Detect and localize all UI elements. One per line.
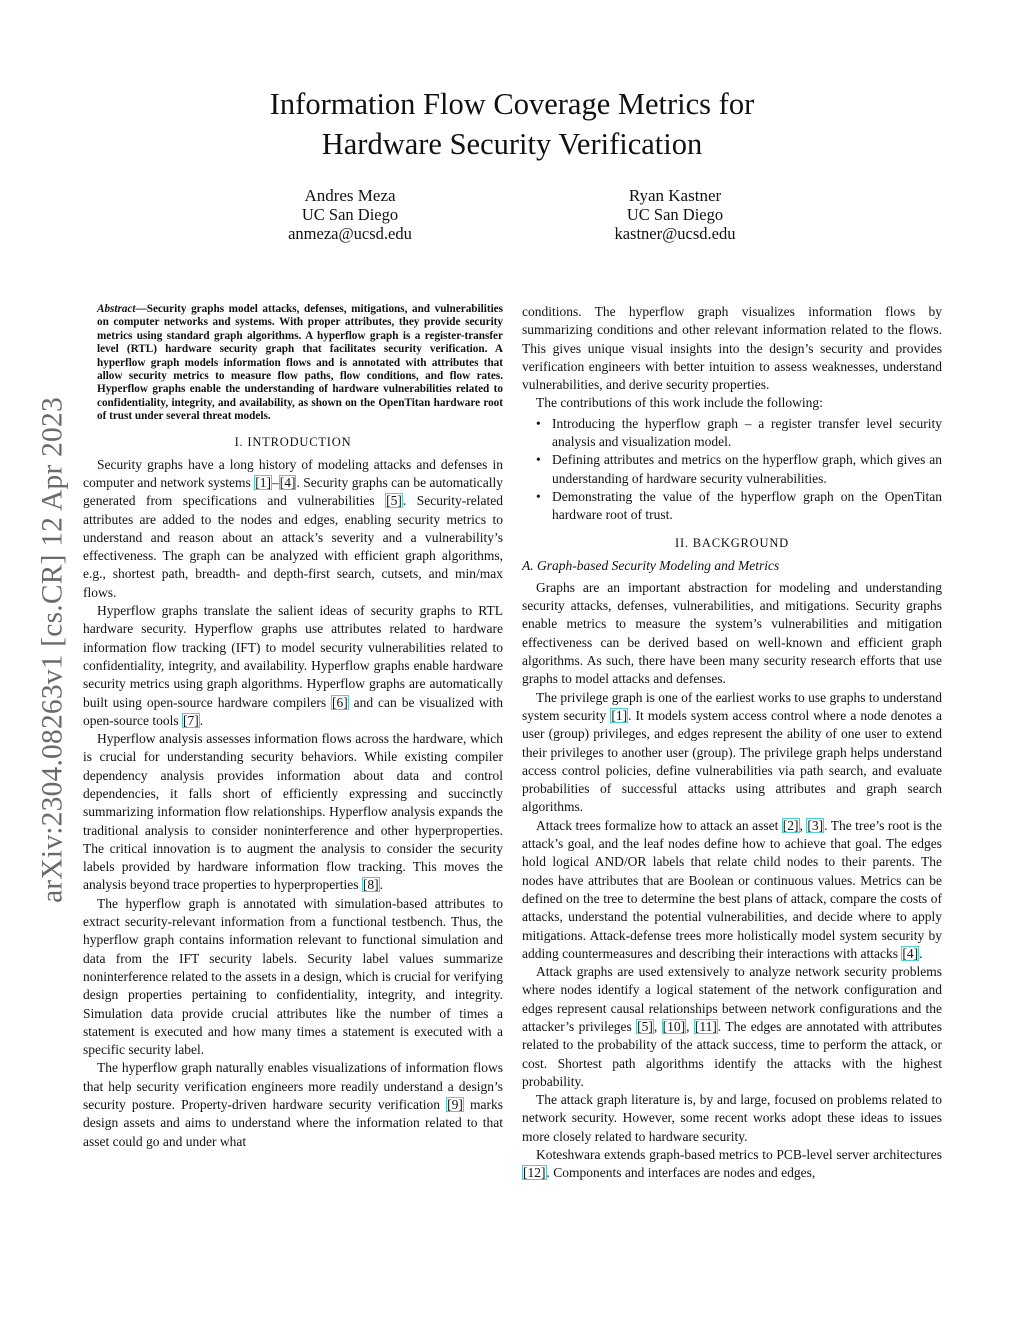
citation-link[interactable]: [4] — [902, 945, 919, 961]
citation-link[interactable]: [7] — [182, 712, 199, 728]
list-item: • Demonstrating the value of the hyperflow graph on the OpenTitan hardware root of trust. — [536, 488, 942, 523]
citation-link[interactable]: [2] — [782, 817, 799, 833]
author-block-1 — [200, 186, 500, 243]
arxiv-identifier: arXiv:2304.08263v1 [cs.CR] 12 Apr 2023 — [36, 397, 69, 903]
citation-link[interactable]: [8] — [362, 877, 379, 893]
paragraph: conditions. The hyperflow graph visualizes information flows by summarizing conditions and other relevant information related to the flows. This gives unique visual insights into the design’s security and provides verification engineers with better intuition to assess weaknesses, understand vulnerabilities, and derive security properties. — [522, 304, 942, 393]
citation-link[interactable]: [12] — [523, 1165, 546, 1181]
citation-link[interactable]: [9] — [447, 1097, 463, 1113]
author-block-2 — [525, 186, 825, 243]
title-line-1: Information Flow Coverage Metrics for — [269, 87, 755, 121]
left-column — [83, 303, 503, 1151]
abstract-label: Abstract — [97, 303, 136, 315]
author-email: anmeza@ucsd.edu — [288, 224, 412, 243]
paragraph: Hyperflow analysis assesses information flows across the hardware, which is crucial for understanding security behaviors. While existing compiler dependency analysis provides information about data and control dependencies, it falls short of efficiently expressing and succinctly summarizing information flow relationships. Hyperflow analysis expands the traditional analysis to consider noninterference and other hyperproperties. The critical innovation is to augment the analysis to consider the security labels provided by hardware information flow tracking. This moves the analysis beyond trace properties to hyperproperties [8]. — [83, 731, 503, 893]
author-affiliation: UC San Diego — [626, 205, 724, 224]
bullet-icon: • — [536, 488, 541, 504]
paragraph: Hyperflow graphs translate the salient ideas of security graphs to RTL hardware security. Hyperflow graphs use attributes related to hardware information flow tracking (IFT) to model security vulnerabilities related to confidentiality, integrity, and availability. Hyperflow graphs enable hardware security metrics using graph algorithms. Hyperflow graphs are automatically built using open-source hardware compilers [6] and can be visualized with open-source tools [7]. — [83, 603, 503, 728]
citation-link[interactable]: [5] — [637, 1018, 653, 1034]
paper-title — [150, 84, 874, 164]
paragraph: Security graphs have a long history of modeling attacks and defenses in computer and network systems [1]–[4]. Security graphs can be automatically generated from specifications and vulnerabilities [5]. Security-related attributes are added to the nodes and edges, enabling security metrics to understand and reason about an attack’s severity and a vulnerability’s effectiveness. The graph can be analyzed with efficient graph algorithms, e.g., shortest path, breadth- and depth-first search, cutsets, and min/max flows. — [83, 456, 503, 600]
author-affiliation: UC San Diego — [301, 205, 399, 224]
paragraph: The privilege graph is one of the earliest works to use graphs to understand system security [1]. It models system access control where a node denotes a user (group) privileges, and edges represent the ability of one user to extend their privileges to another user (group). The privilege graph helps understand access control policies, define vulnerabilities via path search, and evaluate probabilities of successful attacks using attributes and graph search algorithms. — [522, 689, 943, 815]
citation-link[interactable]: [10] — [662, 1018, 686, 1034]
paragraph: The attack graph literature is, by and large, focused on problems related to network security. However, some recent works adopt these ideas to issues more closely related to hardware security. — [522, 1092, 942, 1144]
abstract — [97, 303, 503, 424]
author-email: kastner@ucsd.edu — [614, 224, 736, 243]
citation-link[interactable]: [11] — [694, 1018, 717, 1034]
citation-link[interactable]: [1] — [255, 474, 271, 490]
citation-link[interactable]: [6] — [331, 694, 348, 710]
subsection-heading: A. Graph-based Security Modeling and Metrics — [522, 557, 780, 573]
list-item: • Defining attributes and metrics on the hyperflow graph, which gives an understanding of hardware security vulnerabilities. — [536, 452, 942, 486]
paragraph: The hyperflow graph is annotated with simulation-based attributes to extract security-relevant information from a functional testbench. Thus, the hyperflow graph contains information relevant to functional simulation and data from the IFT security labels. Security label values summarize noninterference related to the assets in a design, which is crucial for verifying design properties pertaining to confidentiality, integrity, and integrity. Simulation data provide crucial attributes like the number of times a statement is executed and how many times a statement is executed with a specific security label. — [83, 895, 503, 1058]
author-name: Andres Meza — [304, 186, 396, 205]
right-column — [522, 303, 942, 1183]
section-heading-introduction: I. INTRODUCTION — [234, 434, 352, 449]
title-line-2: Hardware Security Verification — [321, 127, 703, 161]
bullet-icon: • — [536, 452, 541, 468]
citation-link[interactable]: [4] — [279, 474, 296, 490]
author-name: Ryan Kastner — [628, 186, 722, 205]
list-item: • Introducing the hyperflow graph – a register transfer level security analysis and visualization model. — [536, 415, 942, 450]
paragraph: The contributions of this work include the following: — [536, 395, 823, 411]
arxiv-sidebar — [33, 350, 73, 950]
paragraph: Koteshwara extends graph-based metrics to PCB-level server architectures [12]. Components and interfaces are nodes and edges, — [523, 1147, 942, 1181]
bullet-icon: • — [536, 415, 541, 431]
abstract-text: —Security graphs model attacks, defenses, mitigations, and vulnerabilities on computer networks and systems. With proper attributes, they provide security metrics using standard graph algorithms. A hyperflow graph is a register-transfer level (RTL) hardware security graph that facilitates security verification. A hyperflow graph models information flows and is annotated with attributes that allow security metrics to measure flow paths, flow conditions, and flow rates. Hyperflow graphs enable the understanding of hardware vulnerabilities related to confidentiality, integrity, and availability, as shown on the OpenTitan hardware root of trust under several threat models. — [97, 303, 503, 423]
paragraph: Attack trees formalize how to attack an asset [2], [3]. The tree’s root is the attack’s goal, and the leaf nodes define how to achieve that goal. The edges hold logical AND/OR labels that relate child nodes to their parents. The nodes have attributes that are Boolean or continuous values. Metrics can be defined on the tree to determine the best plans of attack, compare the costs of attacks, understand the potential vulnerabilities, and decide where to apply mitigations. Attack-defense trees more holistically model system security by adding countermeasures and describing their interactions with attacks [4]. — [522, 817, 943, 961]
citation-link[interactable]: [3] — [807, 817, 824, 833]
citation-link[interactable]: [5] — [386, 493, 402, 509]
paragraph: The hyperflow graph naturally enables visualizations of information flows that help security verification engineers more readily understand a design’s security posture. Property-driven hardware security verification [9] marks design assets and aims to understand where the information related to that asset could go and under what — [83, 1060, 504, 1149]
contribution-list — [522, 415, 942, 525]
paragraph: Graphs are an important abstraction for modeling and understanding security attacks, defenses, vulnerabilities, and mitigations. Security graphs enable metrics to measure the system’s vulnerabilities and mitigation effectiveness can be derived based on well-known and efficient graph algorithms. As such, there have been many security research efforts that use graphs to model attacks and defenses. — [522, 579, 942, 687]
section-heading-background: II. BACKGROUND — [675, 535, 789, 550]
paragraph: Attack graphs are used extensively to analyze network security problems where nodes identify a logical statement of the network configuration and edges represent causal relationships between network configurations and the attacker’s privileges [5], [10], [11]. The edges are annotated with attributes related to the probability of the attack success, time to perform the attack, or cost. Shortest path algorithms identify the attacks with the highest probability. — [522, 964, 943, 1089]
citation-link[interactable]: [1] — [611, 707, 628, 723]
